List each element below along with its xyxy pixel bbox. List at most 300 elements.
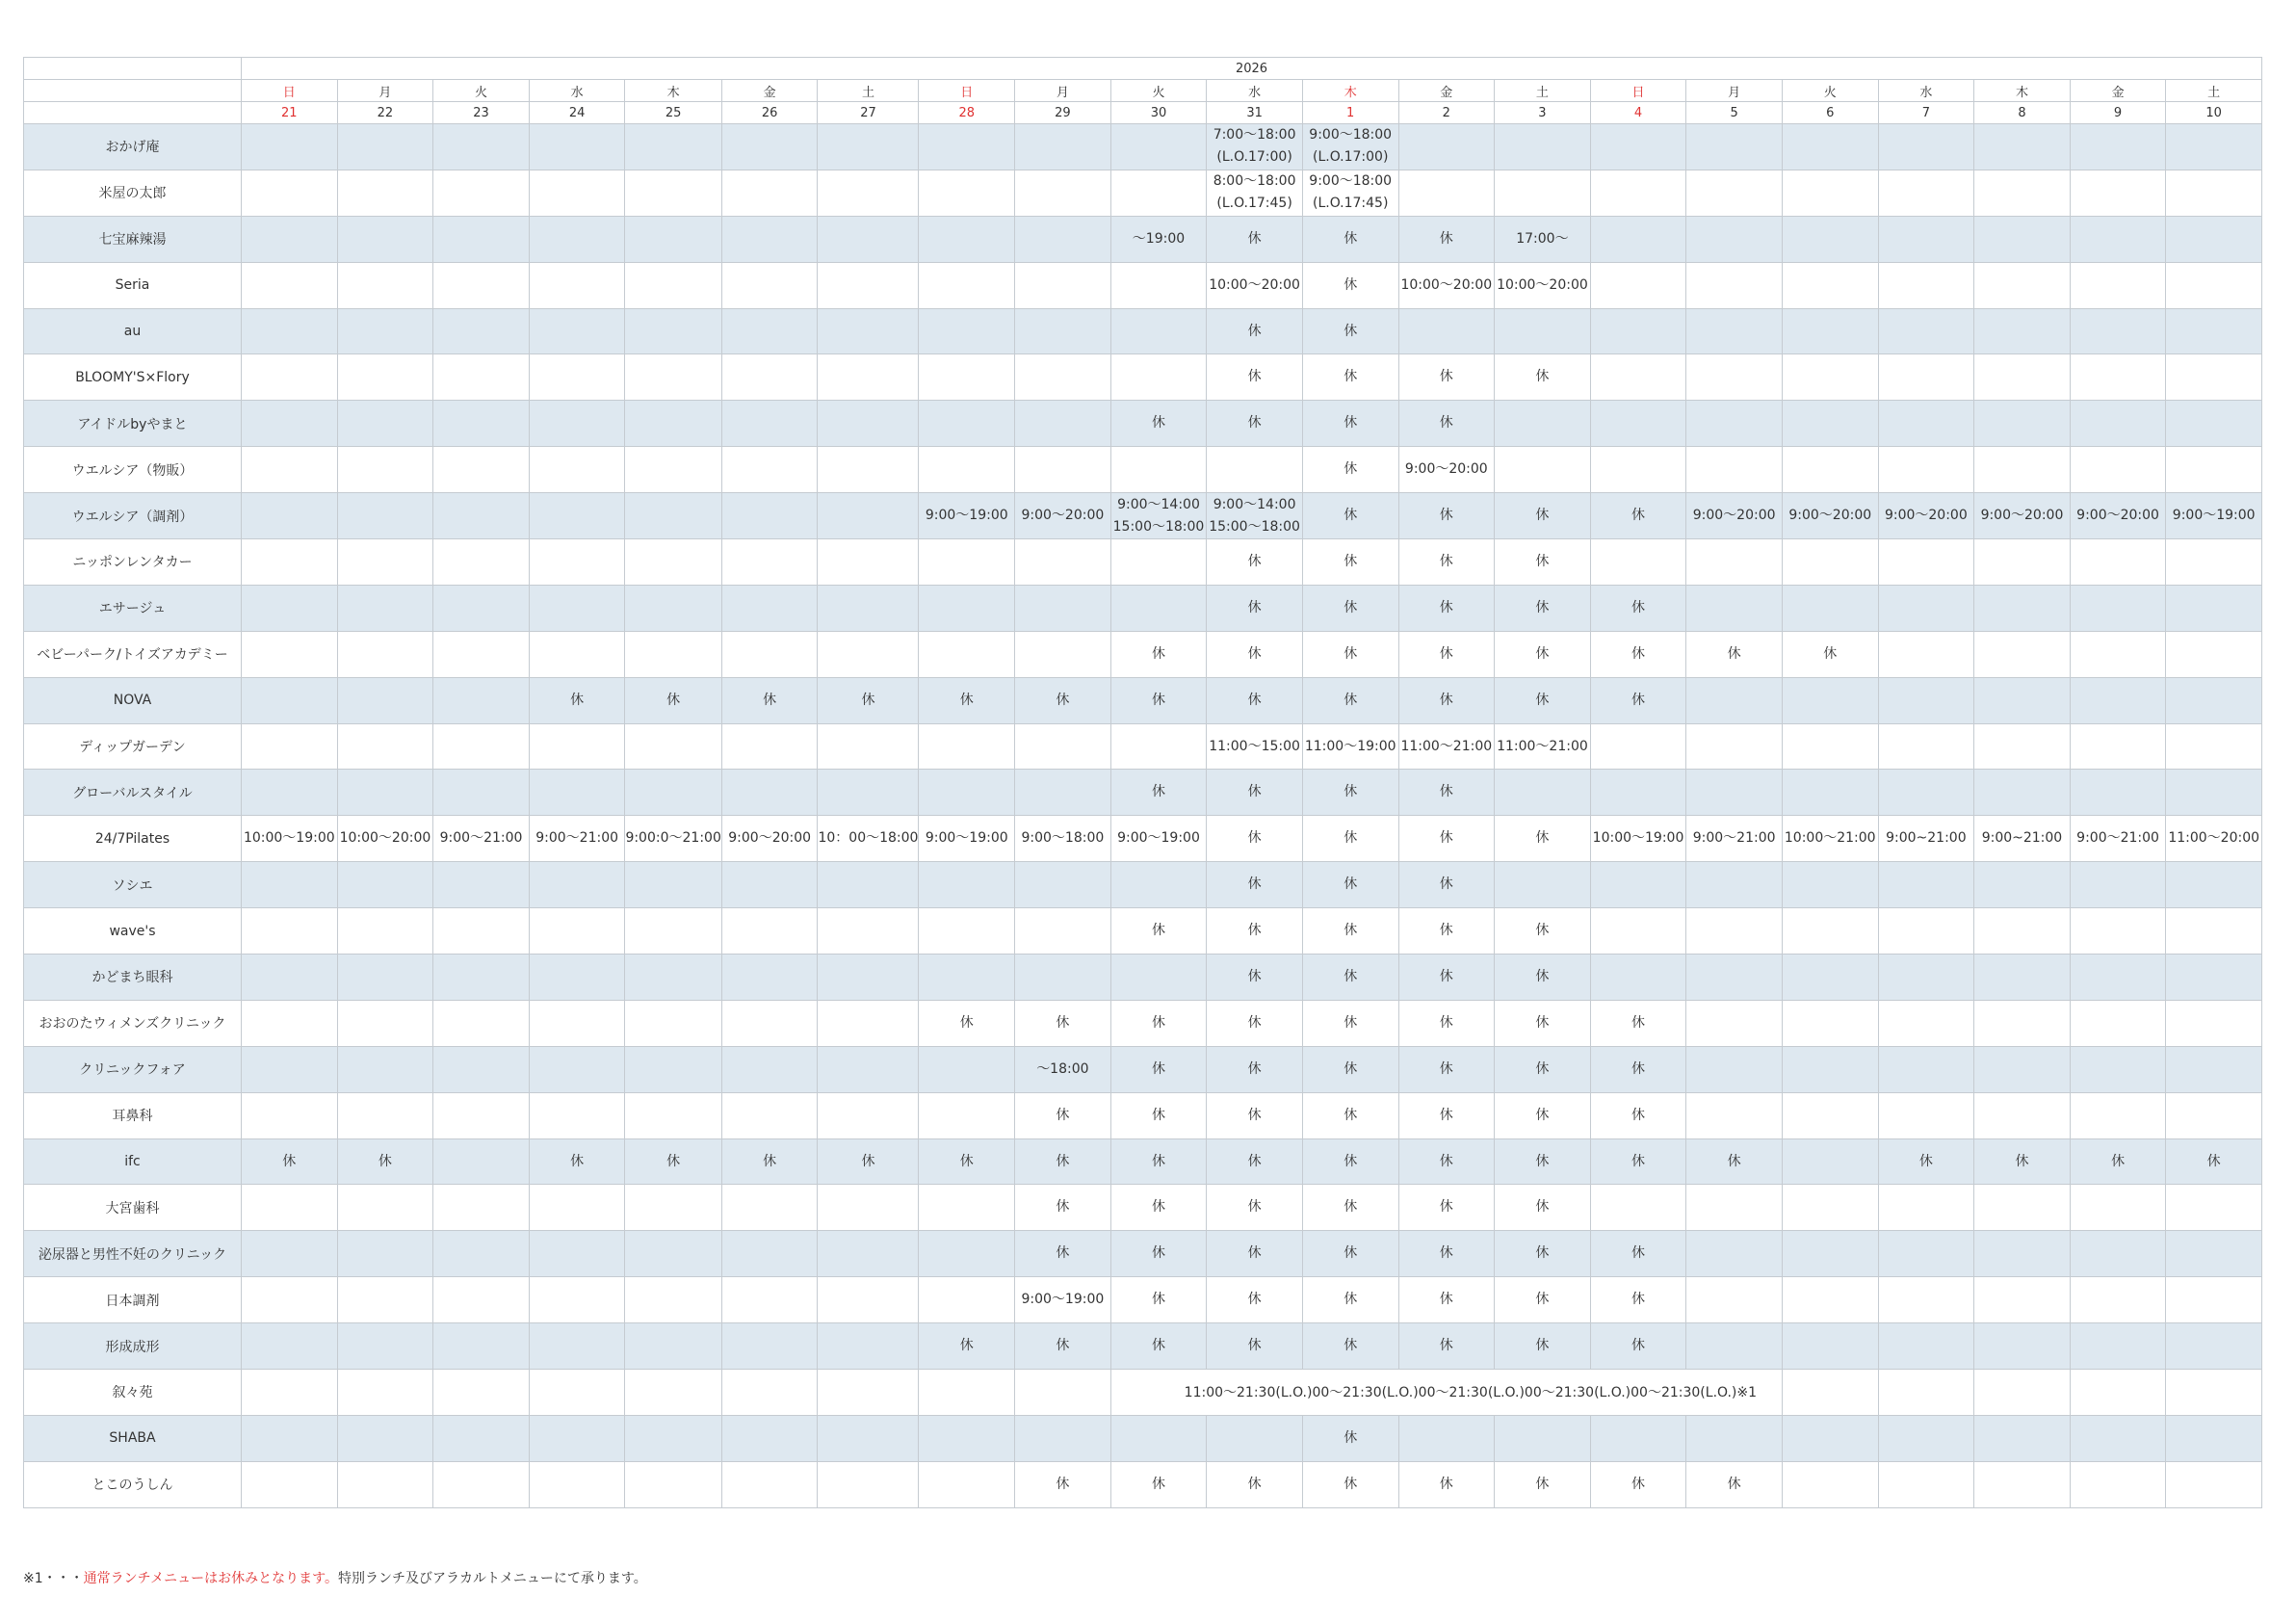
- hours-cell: [2166, 1461, 2262, 1507]
- hours-cell: [2166, 631, 2262, 677]
- hours-cell: [1302, 308, 1398, 354]
- hours-cell: [2070, 170, 2166, 216]
- hours-cell: [433, 354, 530, 401]
- hours-cell: [1878, 1185, 1974, 1231]
- hours-cell: [1398, 1092, 1495, 1138]
- table-row: [24, 677, 2262, 723]
- hours-cell: [1878, 1323, 1974, 1370]
- hours-cell: [1782, 170, 1878, 216]
- hours-cell: [1398, 262, 1495, 308]
- hours-cell: [1207, 1092, 1303, 1138]
- date-cell: 9: [2070, 102, 2166, 124]
- hours-cell: [625, 262, 721, 308]
- hours-cell: [625, 124, 721, 170]
- hours-cell: [1398, 1046, 1495, 1092]
- hours-cell: [1302, 677, 1398, 723]
- hours-text: 休: [1247, 1338, 1262, 1354]
- hours-cell: [1110, 677, 1207, 723]
- hours-cell: [1207, 493, 1303, 539]
- hours-text: 休: [1056, 1199, 1070, 1216]
- hours-cell: [1782, 308, 1878, 354]
- weekday-cell: 金: [1398, 80, 1495, 102]
- hours-cell: [433, 1138, 530, 1185]
- hours-cell: [1495, 493, 1591, 539]
- weekday-cell: 水: [1878, 80, 1974, 102]
- weekday-cell: 木: [1302, 80, 1398, 102]
- hours-text: 休: [570, 1153, 585, 1169]
- hours-cell: [1974, 308, 2071, 354]
- store-name: NOVA: [24, 677, 242, 723]
- hours-cell: [1495, 862, 1591, 908]
- hours-cell: [1974, 862, 2071, 908]
- weekday-cell: 土: [2166, 80, 2262, 102]
- hours-cell: [1110, 262, 1207, 308]
- hours-text: 休: [1344, 1060, 1358, 1077]
- hours-text: 休: [1344, 1429, 1358, 1446]
- hours-text: 休: [1151, 1014, 1165, 1031]
- hours-text: 休: [1439, 415, 1453, 432]
- hours-cell: [1398, 354, 1495, 401]
- hours-cell: [1495, 262, 1591, 308]
- hours-text: 休: [1344, 1014, 1358, 1031]
- hours-cell: [721, 493, 818, 539]
- hours-cell: [337, 308, 433, 354]
- hours-text: 休: [1056, 692, 1070, 708]
- hours-text: 休: [861, 1153, 875, 1169]
- hours-text: 休: [1344, 876, 1358, 893]
- hours-cell: [1974, 1046, 2071, 1092]
- hours-cell: [1878, 723, 1974, 770]
- hours-cell: [625, 723, 721, 770]
- hours-text: 休: [1535, 1014, 1550, 1031]
- hours-cell: [818, 677, 919, 723]
- date-cell: 1: [1302, 102, 1398, 124]
- hours-cell: [1302, 216, 1398, 262]
- hours-cell: [1495, 124, 1591, 170]
- table-row: [24, 862, 2262, 908]
- hours-cell: [818, 1323, 919, 1370]
- date-cell: 31: [1207, 102, 1303, 124]
- hours-text: 9:00～20:00: [728, 830, 812, 847]
- store-name: グローバルスタイル: [24, 770, 242, 816]
- hours-text: 休: [1535, 830, 1550, 847]
- hours-cell: [1207, 723, 1303, 770]
- hours-cell: [2166, 862, 2262, 908]
- hours-cell: [242, 1461, 338, 1507]
- hours-text: 9:00～20:00: [1692, 508, 1776, 524]
- date-cell: 7: [1878, 102, 1974, 124]
- hours-cell: [1398, 908, 1495, 955]
- hours-cell: [433, 308, 530, 354]
- hours-cell: [433, 216, 530, 262]
- hours-text: 10:00～19:00: [243, 830, 335, 847]
- hours-cell: [2070, 816, 2166, 862]
- store-name: とこのうしん: [24, 1461, 242, 1507]
- hours-cell: [721, 955, 818, 1001]
- hours-cell: [625, 1461, 721, 1507]
- hours-cell: [1686, 723, 1783, 770]
- header-date-row: [24, 102, 2262, 124]
- hours-cell: [1590, 723, 1686, 770]
- hours-cell: [1590, 170, 1686, 216]
- hours-text: 休: [1247, 1060, 1262, 1077]
- hours-text: 15:00～18:00: [1112, 518, 1205, 535]
- hours-cell: [721, 862, 818, 908]
- hours-text: 休: [1535, 1245, 1550, 1262]
- hours-cell: [1398, 401, 1495, 447]
- hours-cell: [1590, 1000, 1686, 1046]
- hours-cell: [1878, 354, 1974, 401]
- hours-cell: [1015, 908, 1111, 955]
- hours-cell: [1686, 585, 1783, 631]
- hours-cell: [919, 447, 1015, 493]
- hours-text: 11:00～15:00: [1209, 738, 1300, 754]
- hours-cell: [919, 955, 1015, 1001]
- hours-cell: [1878, 862, 1974, 908]
- hours-cell: [433, 770, 530, 816]
- hours-cell: [1590, 908, 1686, 955]
- hours-cell: [1207, 401, 1303, 447]
- hours-text: 9:00～21:00: [1692, 830, 1776, 847]
- hours-cell: [1782, 770, 1878, 816]
- hours-cell: [529, 770, 625, 816]
- table-row: [24, 308, 2262, 354]
- store-name: 七宝麻辣湯: [24, 216, 242, 262]
- footnote: [23, 1568, 647, 1587]
- hours-text: 休: [1151, 1060, 1165, 1077]
- hours-cell: [1207, 354, 1303, 401]
- hours-cell: [818, 308, 919, 354]
- hours-cell: [2070, 401, 2166, 447]
- hours-cell: [1495, 1461, 1591, 1507]
- hours-cell: [625, 1370, 721, 1416]
- hours-cell: [1974, 723, 2071, 770]
- hours-text: 9:00～21:00: [439, 830, 523, 847]
- date-cell: 5: [1686, 102, 1783, 124]
- hours-text: 休: [1535, 1199, 1550, 1216]
- hours-cell: [721, 1277, 818, 1323]
- hours-text: 9:00～21:00: [2076, 830, 2159, 847]
- hours-text: 9:00～18:00: [1309, 173, 1393, 190]
- hours-cell: [625, 585, 721, 631]
- hours-text: 休: [1151, 1245, 1165, 1262]
- hours-cell: [818, 124, 919, 170]
- hours-cell: [1015, 401, 1111, 447]
- hours-cell: [1110, 1185, 1207, 1231]
- hours-cell: [625, 493, 721, 539]
- weekday-cell: 月: [337, 80, 433, 102]
- hours-text: 9:00～20:00: [1788, 508, 1872, 524]
- hours-cell: [529, 723, 625, 770]
- hours-cell: [242, 908, 338, 955]
- hours-cell: [1302, 723, 1398, 770]
- hours-text: 休: [1439, 692, 1453, 708]
- hours-cell: [2070, 770, 2166, 816]
- hours-text: 休: [959, 692, 974, 708]
- hours-cell: [919, 1370, 1015, 1416]
- hours-cell: [529, 493, 625, 539]
- hours-cell: [919, 262, 1015, 308]
- hours-text: 休: [1056, 1338, 1070, 1354]
- table-row: [24, 1185, 2262, 1231]
- hours-text: 休: [1439, 599, 1453, 615]
- year-cell: 2026: [242, 58, 2262, 80]
- hours-cell: [919, 1231, 1015, 1277]
- hours-cell: [1974, 1370, 2071, 1416]
- weekday-cell: 日: [919, 80, 1015, 102]
- hours-cell: [2166, 124, 2262, 170]
- hours-cell: [529, 1461, 625, 1507]
- hours-text: 休: [1344, 553, 1358, 569]
- hours-cell: [1207, 816, 1303, 862]
- weekday-cell: 日: [242, 80, 338, 102]
- hours-cell: [1686, 631, 1783, 677]
- hours-text: 休: [763, 692, 777, 708]
- table-row: [24, 908, 2262, 955]
- hours-cell: [919, 816, 1015, 862]
- hours-text: 休: [1247, 645, 1262, 662]
- hours-cell: [2070, 124, 2166, 170]
- hours-cell: [1207, 216, 1303, 262]
- table-row: [24, 585, 2262, 631]
- hours-cell: [1974, 1415, 2071, 1461]
- store-name: エサージュ: [24, 585, 242, 631]
- hours-text: 休: [1631, 1107, 1646, 1123]
- hours-cell: [1878, 401, 1974, 447]
- hours-cell: [1110, 1323, 1207, 1370]
- hours-cell: [1495, 1323, 1591, 1370]
- hours-text: 10:00～20:00: [1400, 276, 1493, 293]
- hours-cell: [2166, 723, 2262, 770]
- hours-cell: [1590, 216, 1686, 262]
- hours-cell: [625, 908, 721, 955]
- store-name: ディップガーデン: [24, 723, 242, 770]
- hours-text: 休: [1344, 461, 1358, 478]
- hours-cell: [1207, 1185, 1303, 1231]
- hours-cell: [1495, 170, 1591, 216]
- hours-cell: [1207, 631, 1303, 677]
- hours-cell: [1110, 447, 1207, 493]
- hours-cell: [2070, 862, 2166, 908]
- hours-cell: [625, 1415, 721, 1461]
- hours-cell: [1110, 539, 1207, 586]
- hours-cell: [625, 1092, 721, 1138]
- hours-cell: [1878, 1092, 1974, 1138]
- hours-cell: [1207, 585, 1303, 631]
- hours-cell: [1207, 677, 1303, 723]
- hours-text: 休: [1344, 692, 1358, 708]
- hours-cell: [1686, 170, 1783, 216]
- hours-cell: [818, 216, 919, 262]
- hours-cell: [1590, 1323, 1686, 1370]
- hours-cell: [2166, 1185, 2262, 1231]
- store-name: 日本調剤: [24, 1277, 242, 1323]
- hours-cell: [1590, 1185, 1686, 1231]
- hours-cell: [1686, 770, 1783, 816]
- hours-cell: [2070, 539, 2166, 586]
- hours-cell: [1207, 1461, 1303, 1507]
- hours-text: 10:00～21:00: [1784, 830, 1876, 847]
- hours-cell: [2070, 1277, 2166, 1323]
- hours-cell: [1686, 493, 1783, 539]
- hours-cell: [529, 1323, 625, 1370]
- date-cell: 29: [1015, 102, 1111, 124]
- hours-cell: [2166, 1138, 2262, 1185]
- hours-cell: [1974, 585, 2071, 631]
- table-row: [24, 1046, 2262, 1092]
- hours-cell: [1398, 1323, 1495, 1370]
- hours-cell: [337, 908, 433, 955]
- hours-cell: [1302, 1000, 1398, 1046]
- hours-text: 休: [1344, 599, 1358, 615]
- hours-cell: [529, 216, 625, 262]
- hours-cell: [1015, 723, 1111, 770]
- hours-cell: [1015, 955, 1111, 1001]
- hours-cell: [818, 955, 919, 1001]
- hours-cell: [242, 216, 338, 262]
- hours-text: 休: [1439, 1014, 1453, 1031]
- hours-cell: [2166, 955, 2262, 1001]
- hours-cell: [818, 723, 919, 770]
- hours-cell: [1495, 631, 1591, 677]
- hours-text: 15:00～18:00: [1209, 518, 1300, 535]
- footnote-prefix: ※1・・・: [23, 1571, 84, 1586]
- hours-cell: [1495, 539, 1591, 586]
- hours-cell: [1398, 770, 1495, 816]
- hours-cell: [337, 1092, 433, 1138]
- hours-cell: [529, 631, 625, 677]
- hours-cell: [2070, 1138, 2166, 1185]
- hours-cell: [1110, 723, 1207, 770]
- hours-cell: [1878, 170, 1974, 216]
- hours-cell: [433, 677, 530, 723]
- hours-cell: [625, 1046, 721, 1092]
- weekday-cell: 火: [433, 80, 530, 102]
- hours-cell: [1398, 308, 1495, 354]
- hours-cell: [433, 1370, 530, 1416]
- store-name: ウエルシア（調剤）: [24, 493, 242, 539]
- hours-cell: [1782, 1046, 1878, 1092]
- hours-cell: [721, 539, 818, 586]
- hours-cell: [529, 124, 625, 170]
- hours-text: 休: [2111, 1153, 2126, 1169]
- hours-cell: [1495, 955, 1591, 1001]
- hours-cell: [242, 1370, 338, 1416]
- hours-cell: [337, 1138, 433, 1185]
- hours-cell: [1207, 262, 1303, 308]
- hours-cell: [1207, 170, 1303, 216]
- hours-cell: [919, 1461, 1015, 1507]
- hours-cell: [433, 631, 530, 677]
- hours-cell: [337, 447, 433, 493]
- hours-cell: [2166, 539, 2262, 586]
- hours-cell: [818, 1461, 919, 1507]
- hours-text: 9:00～21:00: [535, 830, 619, 847]
- hours-cell: [1110, 493, 1207, 539]
- hours-text: 休: [1535, 1153, 1550, 1169]
- date-cell: 10: [2166, 102, 2262, 124]
- hours-cell: [433, 585, 530, 631]
- hours-cell: [1015, 862, 1111, 908]
- hours-cell: [1590, 354, 1686, 401]
- hours-cell: [1495, 585, 1591, 631]
- hours-cell: [337, 677, 433, 723]
- hours-cell: [625, 677, 721, 723]
- hours-cell: [1686, 1000, 1783, 1046]
- hours-cell: [721, 216, 818, 262]
- hours-cell: [919, 308, 1015, 354]
- hours-text: 休: [1344, 923, 1358, 939]
- hours-cell: [433, 1000, 530, 1046]
- hours-text: 休: [1439, 784, 1453, 800]
- hours-cell: [1302, 354, 1398, 401]
- hours-cell: [242, 1092, 338, 1138]
- hours-cell: [1782, 447, 1878, 493]
- hours-cell: [1015, 770, 1111, 816]
- hours-cell: [721, 1370, 818, 1416]
- hours-cell: [1590, 1415, 1686, 1461]
- hours-cell: [818, 354, 919, 401]
- hours-cell: [242, 124, 338, 170]
- store-name: 叙々苑: [24, 1370, 242, 1416]
- hours-cell: [625, 539, 721, 586]
- hours-cell: [337, 1323, 433, 1370]
- hours-cell: [1686, 1461, 1783, 1507]
- store-name: au: [24, 308, 242, 354]
- hours-cell: [1495, 1000, 1591, 1046]
- hours-cell: [2070, 631, 2166, 677]
- date-cell: 22: [337, 102, 433, 124]
- store-name: 米屋の太郎: [24, 170, 242, 216]
- hours-text: 休: [1344, 1338, 1358, 1354]
- hours-cell: [625, 216, 721, 262]
- hours-text: 休: [1344, 830, 1358, 847]
- hours-cell: [2166, 1046, 2262, 1092]
- hours-cell: [1015, 447, 1111, 493]
- hours-cell: [1686, 262, 1783, 308]
- weekday-cell: 水: [1207, 80, 1303, 102]
- hours-cell: [1015, 816, 1111, 862]
- hours-cell: [529, 354, 625, 401]
- hours-cell: [242, 1185, 338, 1231]
- store-name: おおのたウィメンズクリニック: [24, 1000, 242, 1046]
- hours-cell: [242, 1231, 338, 1277]
- hours-cell: [1686, 1092, 1783, 1138]
- hours-text: 休: [2015, 1153, 2029, 1169]
- hours-cell: [1974, 908, 2071, 955]
- hours-cell: [1974, 816, 2071, 862]
- hours-cell: [337, 170, 433, 216]
- hours-cell: [242, 1323, 338, 1370]
- hours-cell: [1686, 1138, 1783, 1185]
- hours-cell: [1590, 862, 1686, 908]
- hours-cell: [337, 1185, 433, 1231]
- hours-cell: [1495, 447, 1591, 493]
- weekday-cell: 日: [1590, 80, 1686, 102]
- hours-cell: [1495, 723, 1591, 770]
- hours-text: 休: [1631, 599, 1646, 615]
- hours-cell: [1878, 770, 1974, 816]
- hours-cell: [1495, 308, 1591, 354]
- hours-cell: [433, 262, 530, 308]
- hours-cell: [242, 631, 338, 677]
- store-name: Seria: [24, 262, 242, 308]
- hours-text: 休: [1535, 508, 1550, 524]
- hours-cell: [1878, 585, 1974, 631]
- hours-cell: [337, 955, 433, 1001]
- store-name: ifc: [24, 1138, 242, 1185]
- hours-cell: [625, 1185, 721, 1231]
